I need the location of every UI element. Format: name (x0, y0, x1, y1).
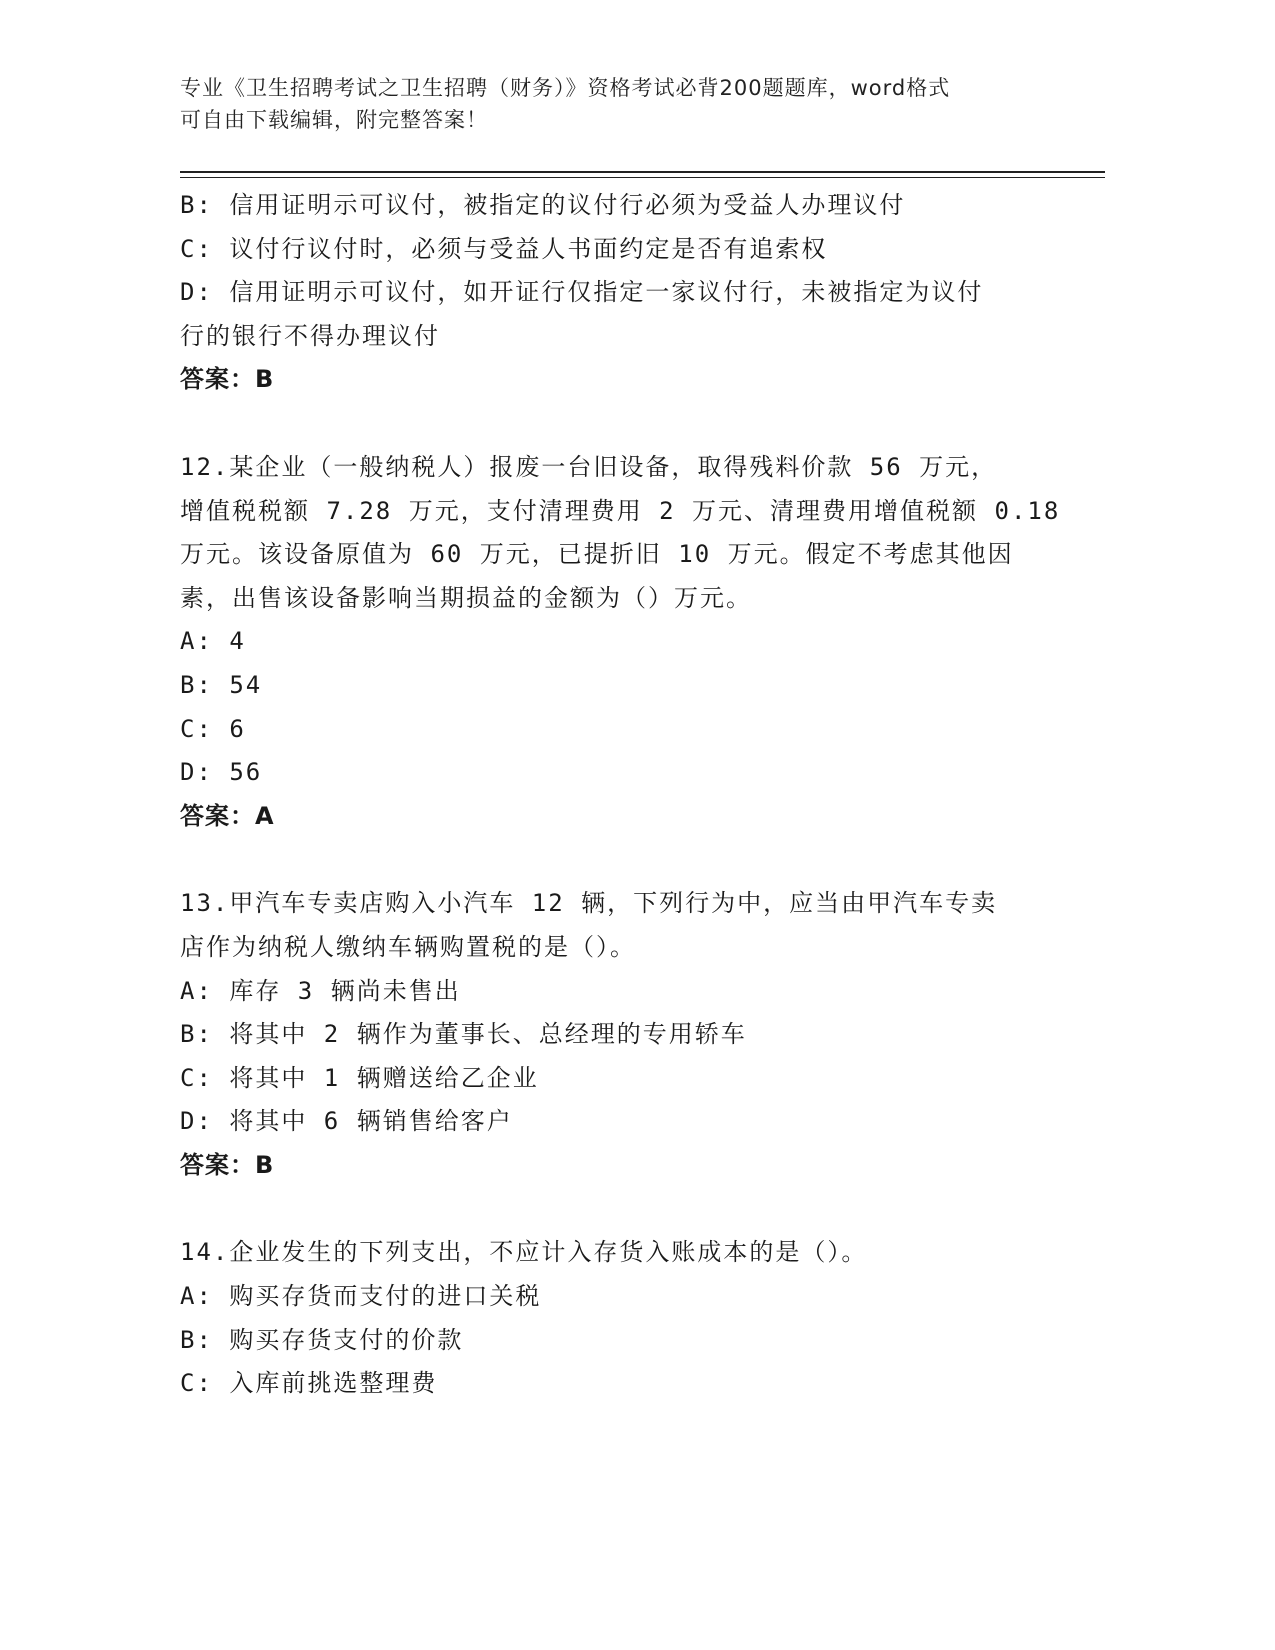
q14-option-a: A: 购买存货而支付的进口关税 (180, 1282, 542, 1311)
q13-option-d: D: 将其中 6 辆销售给客户 (180, 1107, 513, 1136)
q13-stem-line-1: 13.甲汽车专卖店购入小汽车 12 辆，下列行为中，应当由甲汽车专卖 (180, 889, 998, 918)
q13-stem-line-2: 店作为纳税人缴纳车辆购置税的是（）。 (180, 932, 636, 961)
spacer (180, 1187, 1060, 1231)
q12-option-a: A: 4 (180, 627, 246, 656)
q13-answer: 答案：B (180, 1150, 275, 1179)
question-14 (180, 1231, 1060, 1405)
q12-option-d: D: 56 (180, 758, 263, 787)
question-12 (180, 446, 1060, 838)
q14-option-b: B: 购买存货支付的价款 (180, 1325, 464, 1354)
spacer (180, 402, 1060, 446)
question-list (180, 184, 1060, 1406)
q11-option-c: C: 议付行议付时，必须与受益人书面约定是否有追索权 (180, 234, 828, 263)
header-divider-thin (180, 177, 1105, 178)
q12-stem-line-2: 增值税税额 7.28 万元，支付清理费用 2 万元、清理费用增值税额 0.18 (180, 496, 1061, 525)
q12-stem-line-4: 素，出售该设备影响当期损益的金额为（）万元。 (180, 583, 752, 612)
q13-option-c: C: 将其中 1 辆赠送给乙企业 (180, 1063, 539, 1092)
q14-stem-line-1: 14.企业发生的下列支出，不应计入存货入账成本的是（）。 (180, 1238, 868, 1267)
question-13 (180, 882, 1060, 1187)
q12-answer: 答案：A (180, 801, 275, 830)
q11-option-d-line-1: D: 信用证明示可议付，如开证行仅指定一家议付行，未被指定为议付 (180, 278, 984, 307)
q11-option-d-line-2: 行的银行不得办理议付 (180, 321, 440, 350)
header-divider-thick (180, 171, 1105, 173)
q11-option-b: B: 信用证明示可议付，被指定的议付行必须为受益人办理议付 (180, 191, 906, 219)
q11-answer: 答案：B (180, 365, 275, 394)
header-title-line-2: 可自由下载编辑，附完整答案！ (180, 108, 488, 132)
q12-option-b: B: 54 (180, 670, 263, 699)
q13-option-a: A: 库存 3 辆尚未售出 (180, 976, 461, 1005)
spacer (180, 838, 1060, 882)
document-header (180, 72, 1060, 136)
q12-stem-line-1: 12.某企业（一般纳税人）报废一台旧设备，取得残料价款 56 万元， (180, 452, 998, 481)
header-title-line-1: 专业《卫生招聘考试之卫生招聘（财务）》资格考试必背200题题库，word格式 (180, 76, 951, 100)
q13-option-b: B: 将其中 2 辆作为董事长、总经理的专用轿车 (180, 1020, 747, 1049)
q14-option-c: C: 入库前挑选整理费 (180, 1369, 438, 1398)
q12-option-c: C: 6 (180, 714, 246, 743)
q12-stem-line-3: 万元。该设备原值为 60 万元，已提折旧 10 万元。假定不考虑其他因 (180, 540, 1014, 569)
question-11-tail (180, 184, 1060, 402)
